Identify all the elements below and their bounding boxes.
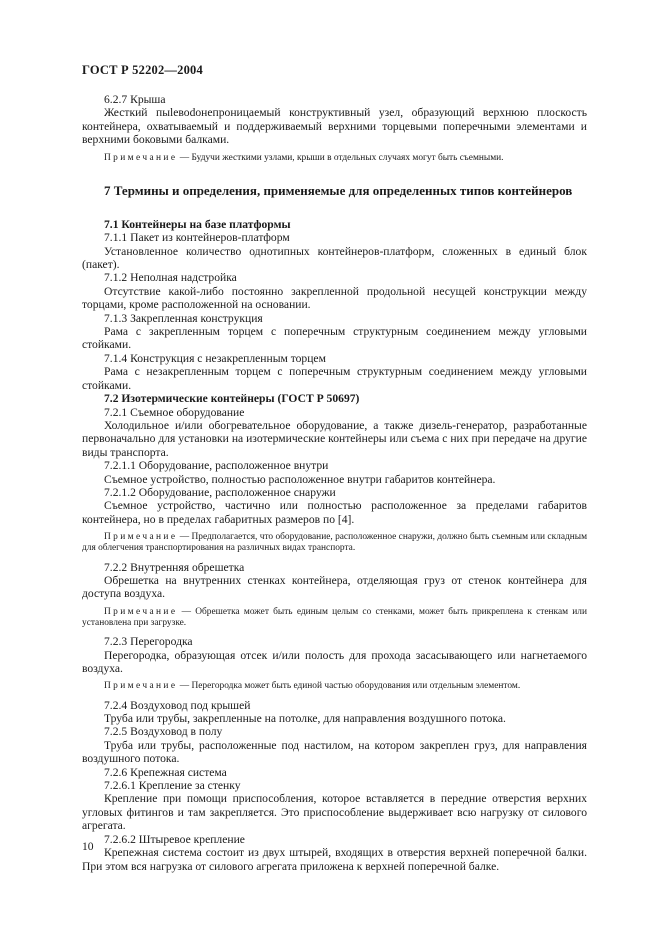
clause-heading: 7.2.6.2 Штыревое крепление — [104, 832, 245, 846]
document-header: ГОСТ Р 52202—2004 — [82, 63, 203, 77]
note — [82, 532, 587, 554]
clause-text: Жесткий пыleвоdонепроницаемый конструктивный узел, образующий верхнюю плоскость контейнера, охватываемый и поддерживаемый верхними торцевыми поперечными элементами и верхними боковыми балками. — [82, 106, 587, 147]
subsection-heading: 7.1 Контейнеры на базе платформы — [104, 217, 291, 231]
clause-text: Отсутствие какой-либо постоянно закрепленной продольной несущей конструкции между торцами, кроме расположенной на основании. — [82, 284, 587, 312]
note-label: Примечание — [104, 606, 178, 617]
section-heading: 7 Термины и определения, применяемые для определенных типов контейнеров — [104, 182, 573, 198]
page-number: 10 — [82, 840, 94, 853]
clause-text: Труба или трубы, расположенные под настилом, на котором закреплен груз, для направления воздушного потока. — [82, 738, 587, 766]
clause-text: Рама с незакрепленным торцем с поперечным структурным соединением между угловыми стойками. — [82, 365, 587, 392]
note-text: — Перегородка может быть единой частью оборудования или отдельным элементом. — [179, 681, 521, 692]
clause-heading: 7.1.2 Неполная надстройка — [104, 271, 237, 285]
clause-text: Труба или трубы, закрепленные на потолке, для направления воздушного потока. — [104, 712, 506, 726]
clause-heading: 7.2.5 Воздуховод в полу — [104, 725, 223, 739]
clause-text: Съемное устройство, частично или полностью расположенное за пределами габаритов контейнера, но в пределах габаритных размеров по [4]. — [82, 499, 587, 526]
clause-text: Крепление при помощи приспособления, которое вставляется в передние отверстия верхних угловых фитингов и там закрепляется. Это приспособление выдерживает всю нагрузку от силового агрегата. — [82, 792, 587, 833]
clause-text: Съемное устройство, полностью расположенное внутри габаритов контейнера. — [104, 472, 496, 486]
clause-heading: 7.2.3 Перегородка — [104, 635, 193, 649]
clause-heading: 7.1.1 Пакет из контейнеров-платформ — [104, 231, 290, 245]
clause-heading: 7.1.4 Конструкция с незакрепленным торцем — [104, 351, 326, 365]
note-text: — Будучи жесткими узлами, крыши в отдельных случаях могут быть съемными. — [179, 152, 504, 163]
clause-text: Обрешетка на внутренних стенках контейнера, отделяющая груз от стенок контейнера для доступа воздуха. — [82, 573, 587, 601]
clause-text: Установленное количество однотипных контейнеров-платформ, сложенных в единый блок (пакет). — [82, 244, 587, 272]
subsection-heading: 7.2 Изотермические контейнеры (ГОСТ Р 50697) — [104, 392, 360, 406]
note-label: Примечание — [104, 152, 178, 163]
clause-heading: 7.2.1.1 Оборудование, расположенное внутри — [104, 459, 329, 473]
note — [82, 681, 587, 692]
clause-heading: 7.2.6.1 Крепление за стенку — [104, 779, 241, 793]
clause-text: Крепежная система состоит из двух штырей, входящих в отверстия верхней поперечной балки. При этом вся нагрузка от силового агрегата приложена к верхней поперечной балке. — [82, 846, 587, 873]
note-text: — Предполагается, что оборудование, расположенное снаружи, должно быть съемным или складным для облегчения транспортирования на различных видах транспорта. — [82, 532, 587, 554]
note-label: Примечание — [104, 532, 178, 543]
clause-heading: 7.1.3 Закрепленная конструкция — [104, 311, 263, 325]
note-label: Примечание — [104, 681, 178, 692]
document-body — [82, 93, 587, 873]
clause-text: Рама с закрепленным торцем с поперечным структурным соединением между угловыми стойками. — [82, 325, 587, 352]
clause-text: Перегородка, образующая отсек и/или полость для прохода засасывающего или нагнетаемого воздуха. — [82, 648, 587, 676]
note-text: — Обрешетка может быть единым целым со стенками, может быть прикреплена к стенкам или установлена при загрузке. — [82, 606, 588, 628]
clause-heading: 7.2.4 Воздуховод под крышей — [104, 698, 251, 712]
note — [82, 607, 587, 629]
clause-heading: 7.2.1 Съемное оборудование — [104, 405, 245, 419]
clause-heading: 7.2.2 Внутренняя обрешетка — [104, 560, 245, 574]
clause-heading: 7.2.6 Крепежная система — [104, 765, 227, 779]
clause-text: Холодильное и/или обогревательное оборудование, а также дизель-генератор, разработанные первоначально для установки на изотермические контейнеры или съема с них при передаче на другие виды транспорта. — [82, 418, 587, 459]
note — [82, 153, 587, 164]
clause-heading: 6.2.7 Крыша — [104, 93, 166, 106]
clause-heading: 7.2.1.2 Оборудование, расположенное снаружи — [104, 485, 336, 499]
